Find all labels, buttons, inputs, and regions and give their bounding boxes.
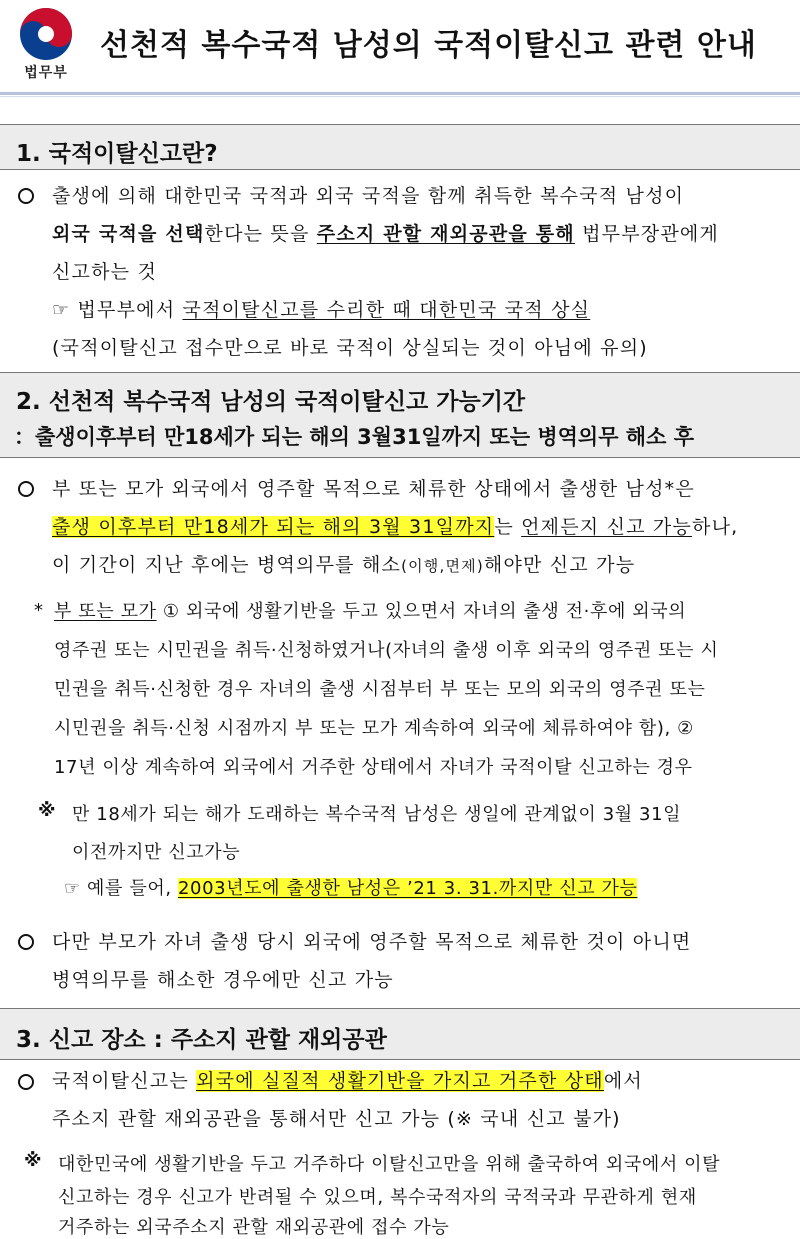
- s3-highlight: 외국에 실질적 생활기반을 가지고 거주한 상태: [196, 1070, 604, 1092]
- ministry-logo-text: 법무부: [24, 65, 68, 81]
- section-1-header: [0, 124, 800, 170]
- s3-bullet-line-1: [52, 1066, 643, 1093]
- s2-bullet-line-2: [52, 512, 738, 539]
- s2-example-line: [64, 874, 637, 900]
- bullet-circle-icon: [18, 481, 34, 497]
- s3-bullet-line-2: 주소지 관할 재외공관을 통해서만 신고 가능 (※ 국내 신고 불가): [52, 1108, 621, 1130]
- s1-bullet-line-2: [52, 219, 719, 246]
- section-3-title: 3. 신고 장소 : 주소지 관할 재외공관: [16, 1027, 387, 1053]
- s3-reference-line-1: 대한민국에 생활기반을 두고 거주하다 이탈신고만을 위해 출국하여 외국에서 이탈: [58, 1154, 721, 1175]
- footnote-star: *: [34, 600, 44, 621]
- bullet-circle-icon: [18, 188, 34, 204]
- s2-footnote-line-3: 민권을 취득·신청한 경우 자녀의 출생 시점부터 부 또는 모의 외국의 영주권 또는: [54, 679, 706, 700]
- s1-text: 한다는 뜻을: [204, 223, 317, 245]
- s2-bullet2-line-2: 병역의무를 해소한 경우에만 신고 가능: [52, 969, 394, 991]
- section-2-subtitle: ：출생이후부터 만18세가 되는 해의 3월31일까지 또는 병역의무 해소 후: [14, 425, 694, 449]
- s1-text: 법무부장관에게: [574, 223, 719, 245]
- s1-bullet-line-3: 신고하는 것: [52, 261, 158, 283]
- s3-reference-line-2: 신고하는 경우 신고가 반려될 수 있으며, 복수국적자의 국적국과 무관하게 현재: [58, 1187, 697, 1208]
- s1-emph-consulate: 주소지 관할 재외공관을 통해: [316, 223, 575, 245]
- section-2-title: 2. 선천적 복수국적 남성의 국적이탈신고 가능기간: [16, 389, 526, 415]
- section-3-header: [0, 1008, 800, 1060]
- s2-reference-line-1: 만 18세가 되는 해가 도래하는 복수국적 남성은 생일에 관계없이 3월 31일: [72, 804, 682, 825]
- s2-footnote-line-2: 영주권 또는 시민권을 취득·신청하였거나(자녀의 출생 이후 외국의 영주권 또는 시: [54, 640, 719, 661]
- s3-reference-line-3: 거주하는 외국주소지 관할 재외공관에 접수 가능: [58, 1217, 450, 1238]
- s2-text: 하나,: [692, 516, 739, 538]
- section-1-title: 1. 국적이탈신고란?: [16, 141, 218, 167]
- s2-footnote-line-1: [54, 597, 686, 623]
- s2-example-highlight: 2003년도에 출생한 남성은 ’21 3. 31.까지만 신고 가능: [177, 878, 638, 899]
- reference-mark: ※: [24, 1150, 43, 1171]
- s2-small-text: (이행,면제): [401, 557, 484, 575]
- s2-bullet2-line-1: 다만 부모가 자녀 출생 당시 외국에 영주할 목적으로 체류한 것이 아니면: [52, 931, 692, 953]
- header-divider-thin: [0, 96, 800, 97]
- s1-note-emph: 국적이탈신고를 수리한 때 대한민국 국적 상실: [182, 299, 591, 321]
- s2-example-prefix: ☞ 예를 들어,: [64, 878, 178, 899]
- s2-text: 해야만 신고 가능: [483, 554, 636, 576]
- page-title: 선천적 복수국적 남성의 국적이탈신고 관련 안내: [100, 28, 757, 63]
- s2-footnote-emph: 부 또는 모가: [54, 601, 157, 622]
- s2-footnote-line-5: 17년 이상 계속하여 외국에서 거주한 상태에서 자녀가 국적이탈 신고하는 경우: [54, 757, 693, 778]
- s2-text: 이 기간이 지난 후에는 병역의무를 해소: [52, 554, 402, 576]
- s2-bullet-line-1: 부 또는 모가 외국에서 영주할 목적으로 체류한 상태에서 출생한 남성*은: [52, 478, 695, 500]
- bullet-circle-icon: [18, 1074, 34, 1090]
- s1-emph-foreign-nationality: 외국 국적을 선택: [52, 223, 205, 245]
- s1-note-line-1: [52, 295, 590, 322]
- s3-text: 국적이탈신고는: [52, 1070, 197, 1092]
- section-2-header: [0, 372, 800, 458]
- s2-emph-anytime: 언제든지 신고 가능: [521, 516, 693, 538]
- s1-note-prefix: ☞ 법무부에서: [52, 299, 183, 321]
- s2-highlight-period: 출생 이후부터 만18세가 되는 해의 3월 31일까지: [52, 516, 495, 538]
- s2-footnote-text: ① 외국에 생활기반을 두고 있으면서 자녀의 출생 전·후에 외국의: [156, 601, 687, 622]
- s2-footnote-line-4: 시민권을 취득·신청 시점까지 부 또는 모가 계속하여 외국에 체류하여야 함), ②: [54, 718, 694, 739]
- reference-mark: ※: [38, 800, 57, 821]
- s2-bullet-line-3: [52, 550, 635, 577]
- s2-text: 는: [494, 516, 522, 538]
- bullet-circle-icon: [18, 934, 34, 950]
- s3-text: 에서: [603, 1070, 643, 1092]
- s1-bullet-line-1: 출생에 의해 대한민국 국적과 외국 국적을 함께 취득한 복수국적 남성이: [52, 185, 685, 207]
- s1-note-line-2: (국적이탈신고 접수만으로 바로 국적이 상실되는 것이 아님에 유의): [52, 337, 648, 359]
- s2-reference-line-2: 이전까지만 신고가능: [72, 842, 241, 863]
- header-divider: [0, 92, 800, 95]
